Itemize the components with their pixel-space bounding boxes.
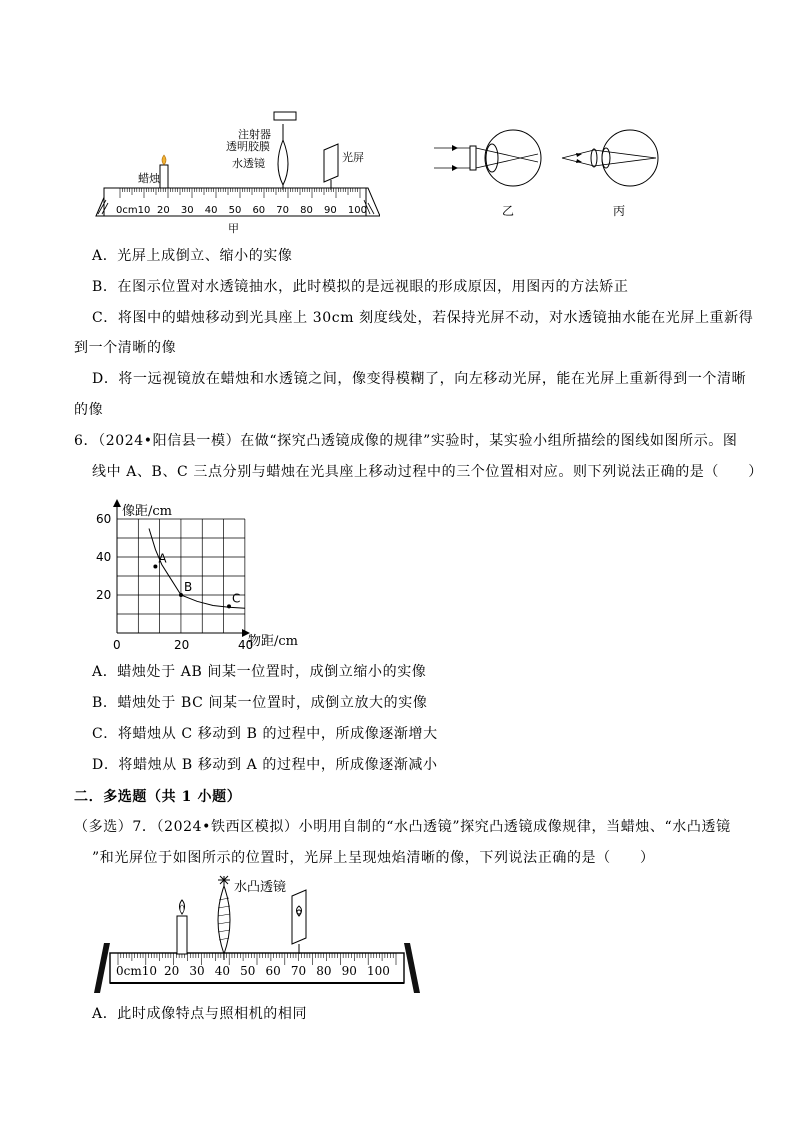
q7-scale-tick-50: 50 xyxy=(240,964,256,978)
top-scale-tick-100: 100 xyxy=(347,205,367,216)
q7-scale-tick-80: 80 xyxy=(316,964,332,978)
top-scale-tick-90: 90 xyxy=(324,205,337,216)
scale-ticks-top xyxy=(157,205,367,216)
top-scale-tick-80: 80 xyxy=(300,205,313,216)
chart-ylabel: 像距/cm xyxy=(122,504,172,519)
label-eye-b: 乙 xyxy=(502,204,515,218)
q5-option-d-line1: D．将一远视镜放在蜡烛和水透镜之间，像变得模糊了，向左移动光屏，能在光屏上重新得到一个清晰 xyxy=(92,371,747,387)
label-water-convex-lens: 水凸透镜 xyxy=(234,880,287,895)
chart-point-C xyxy=(227,604,231,608)
q5-option-d-line2: 的像 xyxy=(74,402,104,418)
q7-scale-tick-30: 30 xyxy=(189,964,205,978)
chart-x-tick-40: 40 xyxy=(238,638,254,652)
q6-option-b: B．蜡烛处于 BC 间某一位置时，成倒立放大的实像 xyxy=(92,695,428,711)
chart-y-tick-40: 40 xyxy=(96,550,112,564)
top-scale-tick-20: 20 xyxy=(157,205,170,216)
q7-scale-ticks xyxy=(164,964,390,978)
q5-option-b: B．在图示位置对水透镜抽水，此时模拟的是远视眼的形成原因，用图丙的方法矫正 xyxy=(92,279,629,295)
optical-bench-figure xyxy=(90,0,380,235)
q7-stem-line1: （多选）7．（2024•铁西区模拟）小明用自制的“水凸透镜”探究凸透镜成像规律，当蜡烛、“水凸透镜 xyxy=(74,819,731,835)
chart-point-B xyxy=(179,593,183,597)
q6-option-a: A．蜡烛处于 AB 间某一位置时，成倒立缩小的实像 xyxy=(92,664,427,680)
q7-stem-line2: ”和光屏位于如图所示的位置时，光屏上呈现烛焰清晰的像，下列说法正确的是（ ） xyxy=(92,850,655,866)
section-title: 二．多选题（共 1 小题） xyxy=(74,789,242,805)
top-scale-tick-70: 70 xyxy=(276,205,290,216)
label-candle: 蜡烛 xyxy=(138,172,160,185)
top-scale-tick-30: 30 xyxy=(180,205,194,216)
q7-scale-tick-40: 40 xyxy=(214,964,231,978)
scale-unit-label: 0cm10 xyxy=(116,205,151,216)
chart-point-A xyxy=(153,565,157,569)
chart-x-tick-0: 0 xyxy=(113,638,121,652)
q5-option-c-line2: 到一个清晰的像 xyxy=(74,340,177,356)
q6-option-d: D．将蜡烛从 B 移动到 A 的过程中，所成像逐渐减小 xyxy=(92,757,438,773)
q6-stem-line1: 6．（2024•阳信县一模）在做“探究凸透镜成像的规律”实验时，某实验小组所描绘的图线如图所示。图 xyxy=(74,433,738,449)
top-scale-tick-50: 50 xyxy=(228,205,242,216)
q7-scale-tick-60: 60 xyxy=(265,964,281,978)
label-bench-name: 甲 xyxy=(228,222,239,235)
chart-y-tick-20: 20 xyxy=(96,588,112,602)
chart-y-tick-60: 60 xyxy=(96,512,112,526)
top-scale-tick-60: 60 xyxy=(252,205,266,216)
q7-scale-tick-100: 100 xyxy=(367,964,390,978)
top-scale-tick-40: 40 xyxy=(204,205,218,216)
q7-scale-unit-label: 0cm10 xyxy=(116,964,158,978)
q6-option-c: C．将蜡烛从 C 移动到 B 的过程中，所成像逐渐增大 xyxy=(92,726,438,742)
label-membrane: 透明胶膜 xyxy=(226,140,270,153)
q6-stem-line2: 线中 A、B、C 三点分别与蜡烛在光具座上移动过程中的三个位置相对应。则下列说法正确的是（ ） xyxy=(92,464,763,480)
chart-grid xyxy=(117,519,245,633)
eye-diagrams xyxy=(430,126,670,196)
chart-point-label-C: C xyxy=(232,591,241,606)
q7-scale-tick-90: 90 xyxy=(341,964,357,978)
q7-scale-tick-20: 20 xyxy=(164,964,180,978)
chart-point-label-A: A xyxy=(158,551,167,566)
label-water-lens: 水透镜 xyxy=(232,157,265,170)
label-eye-c: 丙 xyxy=(613,204,626,218)
q5-option-c-line1: C．将图中的蜡烛移动到光具座上 30cm 刻度线处，若保持光屏不动，对水透镜抽水能在光屏上重新得 xyxy=(92,310,754,326)
label-screen: 光屏 xyxy=(342,151,364,164)
q5-option-a: A．光屏上成倒立、缩小的实像 xyxy=(92,248,293,264)
chart-point-label-B: B xyxy=(184,580,193,594)
chart-xlabel: 物距/cm xyxy=(248,634,298,649)
q7-scale-tick-70: 70 xyxy=(290,964,307,978)
q7-option-a: A．此时成像特点与照相机的相同 xyxy=(92,1006,308,1022)
chart-x-tick-20: 20 xyxy=(174,638,190,652)
label-syringe: 注射器 xyxy=(238,128,271,141)
chart-curve xyxy=(149,529,245,609)
